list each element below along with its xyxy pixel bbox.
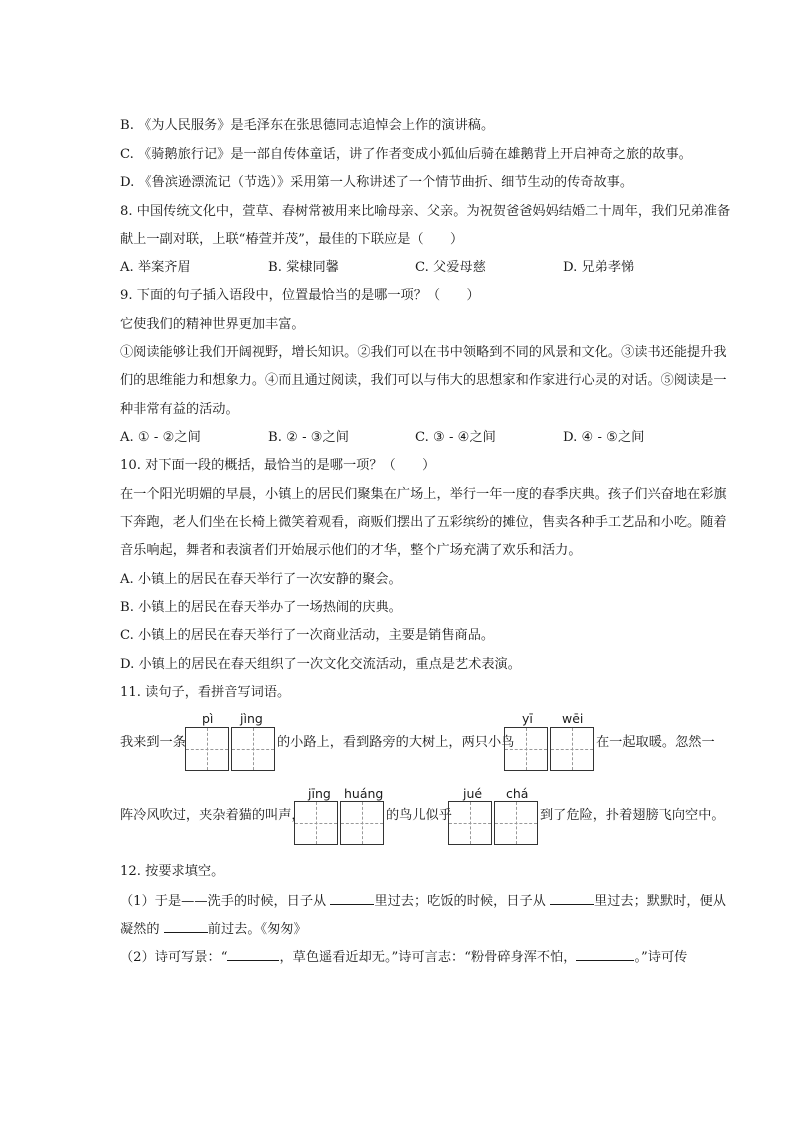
- pinyin-label: jìng: [240, 711, 263, 726]
- fill-blank[interactable]: [576, 948, 634, 961]
- q8-stem-line2: 献上一副对联，上联“椿萱并茂”，最佳的下联应是（ ）: [120, 232, 464, 247]
- text-segment: 凝然的: [120, 922, 164, 937]
- q11-stem: 11. 读句子，看拼音写词语。: [120, 685, 291, 700]
- q8-option-a[interactable]: A. 举案齐眉: [120, 260, 191, 275]
- fill-blank[interactable]: [550, 892, 594, 905]
- q10-paragraph-line: 音乐响起，舞者和表演者们开始展示他们的才华，整个广场充满了欢乐和活力。: [120, 543, 582, 558]
- writing-cell[interactable]: [448, 801, 492, 845]
- q11-row2-text: 阵冷风吹过，夹杂着猫的叫声，: [120, 808, 305, 823]
- q10-paragraph-line: 在一个阳光明媚的早晨，小镇上的居民们聚集在广场上，举行一年一度的春季庆典。孩子们兴奋地在彩旗: [120, 487, 727, 502]
- q9-sentence: 它使我们的精神世界更加丰富。: [120, 317, 305, 332]
- writing-cell[interactable]: [494, 801, 538, 845]
- q10-stem: 10. 对下面一段的概括，最恰当的是哪一项？（ ）: [120, 458, 436, 473]
- q9-paragraph-line: 种非常有益的活动。: [120, 402, 239, 417]
- q9-option-a[interactable]: A. ① - ②之间: [120, 430, 201, 445]
- q10-option-b[interactable]: B. 小镇上的居民在春天举办了一场热闹的庆典。: [120, 600, 402, 615]
- pinyin-label: jué: [463, 786, 483, 801]
- fill-blank[interactable]: [227, 948, 279, 961]
- q10-paragraph-line: 下奔跑，老人们坐在长椅上微笑着观看，商贩们摆出了五彩缤纷的摊位，售卖各种手工艺品和小吃。随着: [120, 515, 727, 530]
- q7-option-c: C. 《骑鹅旅行记》是一部自传体童话，讲了作者变成小狐仙后骑在雄鹅背上开启神奇之旅的故事。: [120, 147, 692, 162]
- q9-paragraph-line: ①阅读能够让我们开阔视野，增长知识。②我们可以在书中领略到不同的风景和文化。③读书还能提升我: [120, 345, 727, 360]
- writing-cell[interactable]: [550, 727, 594, 771]
- pinyin-label: pì: [202, 711, 214, 726]
- writing-cell[interactable]: [504, 727, 548, 771]
- writing-box-group[interactable]: [185, 727, 277, 771]
- q11-row1-text: 的小路上，看到路旁的大树上，两只小鸟: [277, 735, 515, 750]
- q9-stem: 9. 下面的句子插入语段中，位置最恰当的是哪一项？（ ）: [120, 288, 480, 303]
- writing-box-group[interactable]: [294, 801, 386, 845]
- text-segment: （1）于是——洗手的时候，日子从: [120, 894, 331, 909]
- q12-stem: 12. 按要求填空。: [120, 864, 225, 879]
- text-segment: 里过去；默默时，便从: [594, 894, 726, 909]
- q10-option-a[interactable]: A. 小镇上的居民在春天举行了一次安静的聚会。: [120, 572, 402, 587]
- q8-stem-line1: 8. 中国传统文化中，萱草、春树常被用来比喻母亲、父亲。为祝贺爸爸妈妈结婚二十周年，我们兄弟准备: [120, 204, 731, 219]
- text-segment: ，草色遥看近却无。”诗可言志：“粉骨碎身浑不怕，: [279, 950, 577, 965]
- q9-paragraph-line: 们的思维能力和想象力。④而且通过阅读，我们可以与伟大的思想家和作家进行心灵的对话。⑤阅读是一: [120, 373, 727, 388]
- writing-cell[interactable]: [294, 801, 338, 845]
- q11-row2-text: 的鸟儿似乎: [386, 808, 452, 823]
- writing-cell[interactable]: [185, 727, 229, 771]
- writing-cell[interactable]: [231, 727, 275, 771]
- q10-option-c[interactable]: C. 小镇上的居民在春天举行了一次商业活动，主要是销售商品。: [120, 628, 495, 643]
- pinyin-label: jīng: [308, 786, 331, 801]
- q9-option-b[interactable]: B. ② - ③之间: [268, 430, 349, 445]
- q9-options: [120, 430, 720, 446]
- q7-option-b: B. 《为人民服务》是毛泽东在张思德同志追悼会上作的演讲稿。: [120, 118, 495, 133]
- text-segment: 。”诗可传: [634, 950, 688, 965]
- q8-option-b[interactable]: B. 棠棣同馨: [268, 260, 339, 275]
- q9-option-d[interactable]: D. ④ - ⑤之间: [563, 430, 645, 445]
- fill-blank[interactable]: [330, 892, 374, 905]
- q11-row1-text: 我来到一条: [120, 735, 186, 750]
- q8-option-c[interactable]: C. 父爱母慈: [415, 260, 486, 275]
- pinyin-label: yī: [522, 711, 533, 726]
- q12-sentence-1-cont: [120, 920, 307, 938]
- q10-option-d[interactable]: D. 小镇上的居民在春天组织了一次文化交流活动，重点是艺术表演。: [120, 657, 521, 672]
- q7-option-d: D. 《鲁滨逊漂流记（节选）》采用第一人称讲述了一个情节曲折、细节生动的传奇故事。: [120, 175, 634, 190]
- q8-option-d[interactable]: D. 兄弟孝悌: [563, 260, 635, 275]
- text-segment: 里过去；吃饭的时候，日子从: [374, 894, 551, 909]
- q11-row1-text: 在一起取暖。忽然一: [596, 735, 715, 750]
- pinyin-label: huáng: [344, 786, 384, 801]
- writing-cell[interactable]: [340, 801, 384, 845]
- text-segment: 前过去。《匆匆》: [207, 922, 307, 937]
- q8-options: [120, 260, 720, 276]
- q9-option-c[interactable]: C. ③ - ④之间: [415, 430, 496, 445]
- text-segment: （2）诗可写景：“: [120, 950, 228, 965]
- q11-row2-text: 到了危险，扑着翅膀飞向空中。: [540, 808, 725, 823]
- q12-sentence-2: [120, 948, 687, 966]
- writing-box-group[interactable]: [448, 801, 540, 845]
- fill-blank[interactable]: [164, 920, 208, 933]
- pinyin-label: wēi: [562, 711, 584, 726]
- pinyin-label: chá: [506, 786, 529, 801]
- q12-sentence-1: [120, 892, 726, 910]
- writing-box-group[interactable]: [504, 727, 596, 771]
